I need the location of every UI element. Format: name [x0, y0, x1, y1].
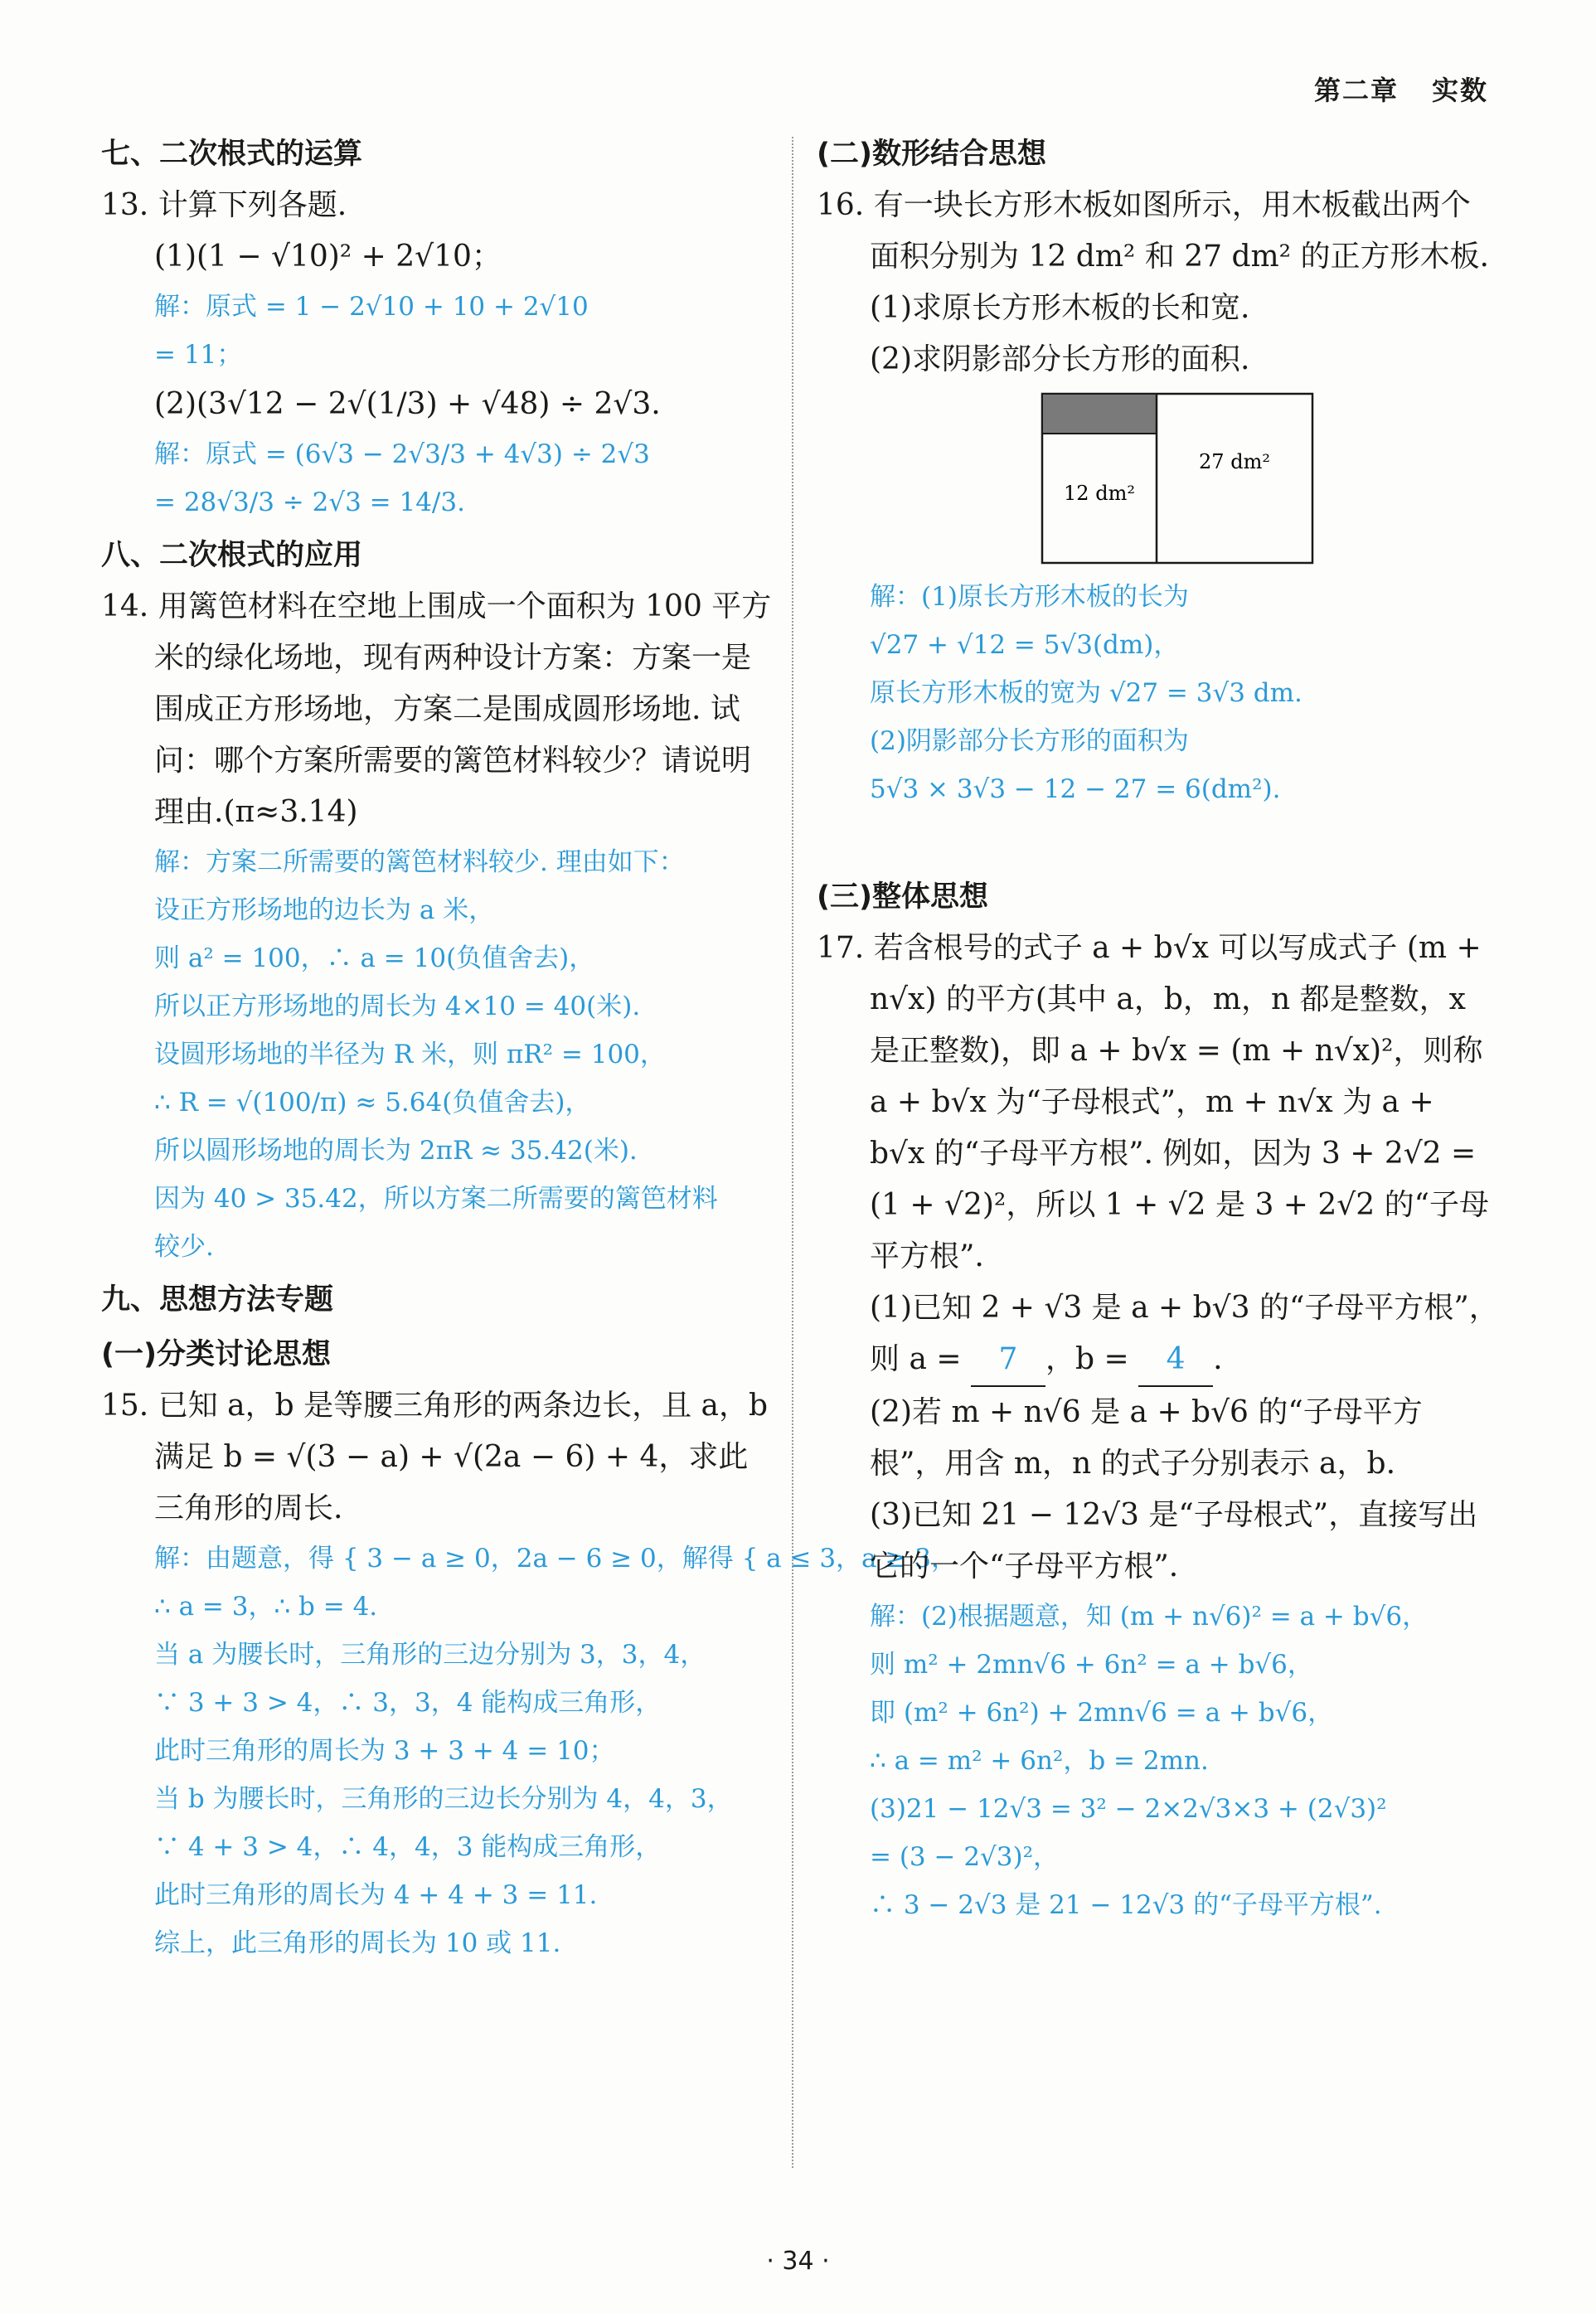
chapter-title: 实数 [1431, 75, 1488, 106]
left-line: 因为 40 > 35.42，所以方案二所需要的篱笆材料 [154, 1184, 718, 1214]
q16-line: (二)数形结合思想 [817, 138, 1046, 171]
left-line: (2)(3√12 − 2√(1/3) + √48) ÷ 2√3. [154, 387, 661, 421]
answer-a-blank: 7 [971, 1334, 1045, 1387]
blank-mid: ，b = [1045, 1342, 1129, 1376]
q16-line: (2)求阴影部分长方形的面积. [870, 342, 1250, 376]
q16-answer-line: 5√3 × 3√3 − 12 − 27 = 6(dm²). [870, 774, 1281, 804]
left-line: 解：原式 = (6√3 − 2√3/3 + 4√3) ÷ 2√3 [154, 439, 650, 469]
q17-part1-blanks [817, 1334, 1492, 1387]
left-line: 14. 用篱笆材料在空地上围成一个面积为 100 平方米的绿化场地，现有两种设计方案：方案一是围成正方形场地，方案二是围成圆形场地. 试问：哪个方案所需要的篱笆材料较少？请说明理由.(π≈3.14) [101, 589, 772, 829]
left-line: ∴ R = √(100/π) ≈ 5.64(负值舍去)， [154, 1088, 591, 1118]
left-line: ∵ 4 + 3 > 4，∴ 4，4，3 能构成三角形， [154, 1832, 662, 1862]
left-line: 解：原式 = 1 − 2√10 + 10 + 2√10 [154, 292, 589, 322]
left-line: 所以正方形场地的周长为 4×10 = 40(米). [154, 992, 641, 1021]
left-line: 七、二次根式的运算 [101, 138, 363, 171]
q17-rest-line: 解：(2)根据题意，知 (m + n√6)² = a + b√6， [870, 1602, 1429, 1632]
q16-answer-line: √27 + √12 = 5√3(dm)， [870, 630, 1180, 660]
page-header [1314, 70, 1488, 108]
left-line: 解：由题意，得 { 3 − a ≥ 0，2a − 6 ≥ 0，解得 { a ≤ 3，a ≥ 3， [154, 1544, 957, 1574]
left-line: (1)(1 − √10)² + 2√10； [154, 240, 502, 274]
left-line: 此时三角形的周长为 4 + 4 + 3 = 11. [154, 1880, 598, 1910]
small-square-label: 12 dm² [1064, 482, 1135, 505]
q17-line: 17. 若含根号的式子 a + b√x 可以写成式子 (m + n√x) 的平方(其中 a，b，m，n 都是整数，x 是正整数)，即 a + b√x = (m + n√x)²，则称 a + b√x 为“子母根式”，m + n√x 为 a + b√x 的“子母平方根”. 例如，因为 3 + 2√2 = (1 + √2)²，所以 1 + √2 是 3 + 2√2 的“子母平方根”. [817, 931, 1490, 1273]
shaded-rectangle [1042, 394, 1157, 434]
q16-answer-line: 解：(1)原长方形木板的长为 [870, 582, 1189, 612]
left-line: 解：方案二所需要的篱笆材料较少. 理由如下： [154, 847, 685, 877]
q17-rest-line: (3)21 − 12√3 = 3² − 2×2√3×3 + (2√3)² [870, 1794, 1387, 1824]
left-line: 此时三角形的周长为 3 + 3 + 4 = 10； [154, 1736, 615, 1766]
left-line: 所以圆形场地的周长为 2πR ≈ 35.42(米). [154, 1136, 638, 1166]
q16-line: (1)求原长方形木板的长和宽. [870, 291, 1250, 325]
q16-block [817, 128, 1492, 386]
q17-rest-line: = (3 − 2√3)²， [870, 1842, 1060, 1872]
blank-suffix: . [1213, 1342, 1223, 1376]
q16-answer-line: (2)阴影部分长方形的面积为 [870, 726, 1189, 756]
rectangle-diagram [1041, 392, 1314, 566]
right-column [817, 128, 1499, 1929]
q17-rest-line: ∴ a = m² + 6n²，b = 2mn. [870, 1746, 1209, 1776]
left-line: = 11； [154, 340, 243, 370]
q17-block [817, 871, 1499, 1334]
large-square-label: 27 dm² [1199, 450, 1270, 473]
left-line: 综上，此三角形的周长为 10 或 11. [154, 1928, 561, 1958]
left-line: 当 b 为腰长时，三角形的三边长分别为 4，4，3， [154, 1784, 733, 1814]
left-line: 设圆形场地的半径为 R 米，则 πR² = 100， [154, 1040, 666, 1069]
left-line: 设正方形场地的边长为 a 米， [154, 895, 495, 925]
column-divider [792, 137, 793, 2168]
left-line: ∵ 3 + 3 > 4，∴ 3，3，4 能构成三角形， [154, 1688, 662, 1718]
q17-line: (1)已知 2 + √3 是 a + b√3 的“子母平方根”， [870, 1291, 1499, 1325]
left-line: ∴ a = 3，∴ b = 4. [154, 1592, 378, 1622]
q17-rest-line: 即 (m² + 6n²) + 2mn√6 = a + b√6， [870, 1698, 1334, 1728]
q17-rest-line: (2)若 m + n√6 是 a + b√6 的“子母平方根”，用含 m，n 的式子分别表示 a，b. [870, 1395, 1423, 1481]
answer-b-blank: 4 [1138, 1334, 1213, 1387]
left-line: 较少. [154, 1232, 214, 1262]
left-line: 八、二次根式的应用 [101, 539, 363, 572]
q17-rest-line: ∴ 3 − 2√3 是 21 − 12√3 的“子母平方根”. [870, 1890, 1382, 1920]
left-line: 九、思想方法专题 [101, 1283, 334, 1317]
left-line: 15. 已知 a，b 是等腰三角形的两条边长，且 a，b 满足 b = √(3 − a) + √(2a − 6) + 4，求此三角形的周长. [101, 1389, 769, 1525]
blank-prefix: 则 a = [870, 1342, 962, 1376]
q16-figure [1041, 392, 1492, 566]
q16-line: 16. 有一块长方形木板如图所示，用木板截出两个面积分别为 12 dm² 和 27 dm² 的正方形木板. [817, 188, 1489, 274]
left-line: = 28√3/3 ÷ 2√3 = 14/3. [154, 487, 465, 517]
q16-answer [817, 573, 1492, 813]
left-line: 当 a 为腰长时，三角形的三边分别为 3，3，4， [154, 1640, 706, 1670]
page-number: · 34 · [766, 2247, 830, 2276]
q16-answer-line: 原长方形木板的宽为 √27 = 3√3 dm. [870, 678, 1303, 708]
q17-line: (三)整体思想 [817, 880, 988, 914]
left-line: 则 a² = 100，∴ a = 10(负值舍去)， [154, 943, 595, 973]
q17-rest-line: 则 m² + 2mn√6 + 6n² = a + b√6， [870, 1650, 1313, 1680]
left-line: (一)分类讨论思想 [101, 1338, 331, 1371]
left-line: 13. 计算下列各题. [101, 188, 347, 222]
chapter-label: 第二章 [1313, 75, 1399, 106]
q17-rest [817, 1387, 1492, 1929]
q17-rest-line: (3)已知 21 − 12√3 是“子母根式”，直接写出它的一个“子母平方根”. [870, 1498, 1478, 1583]
